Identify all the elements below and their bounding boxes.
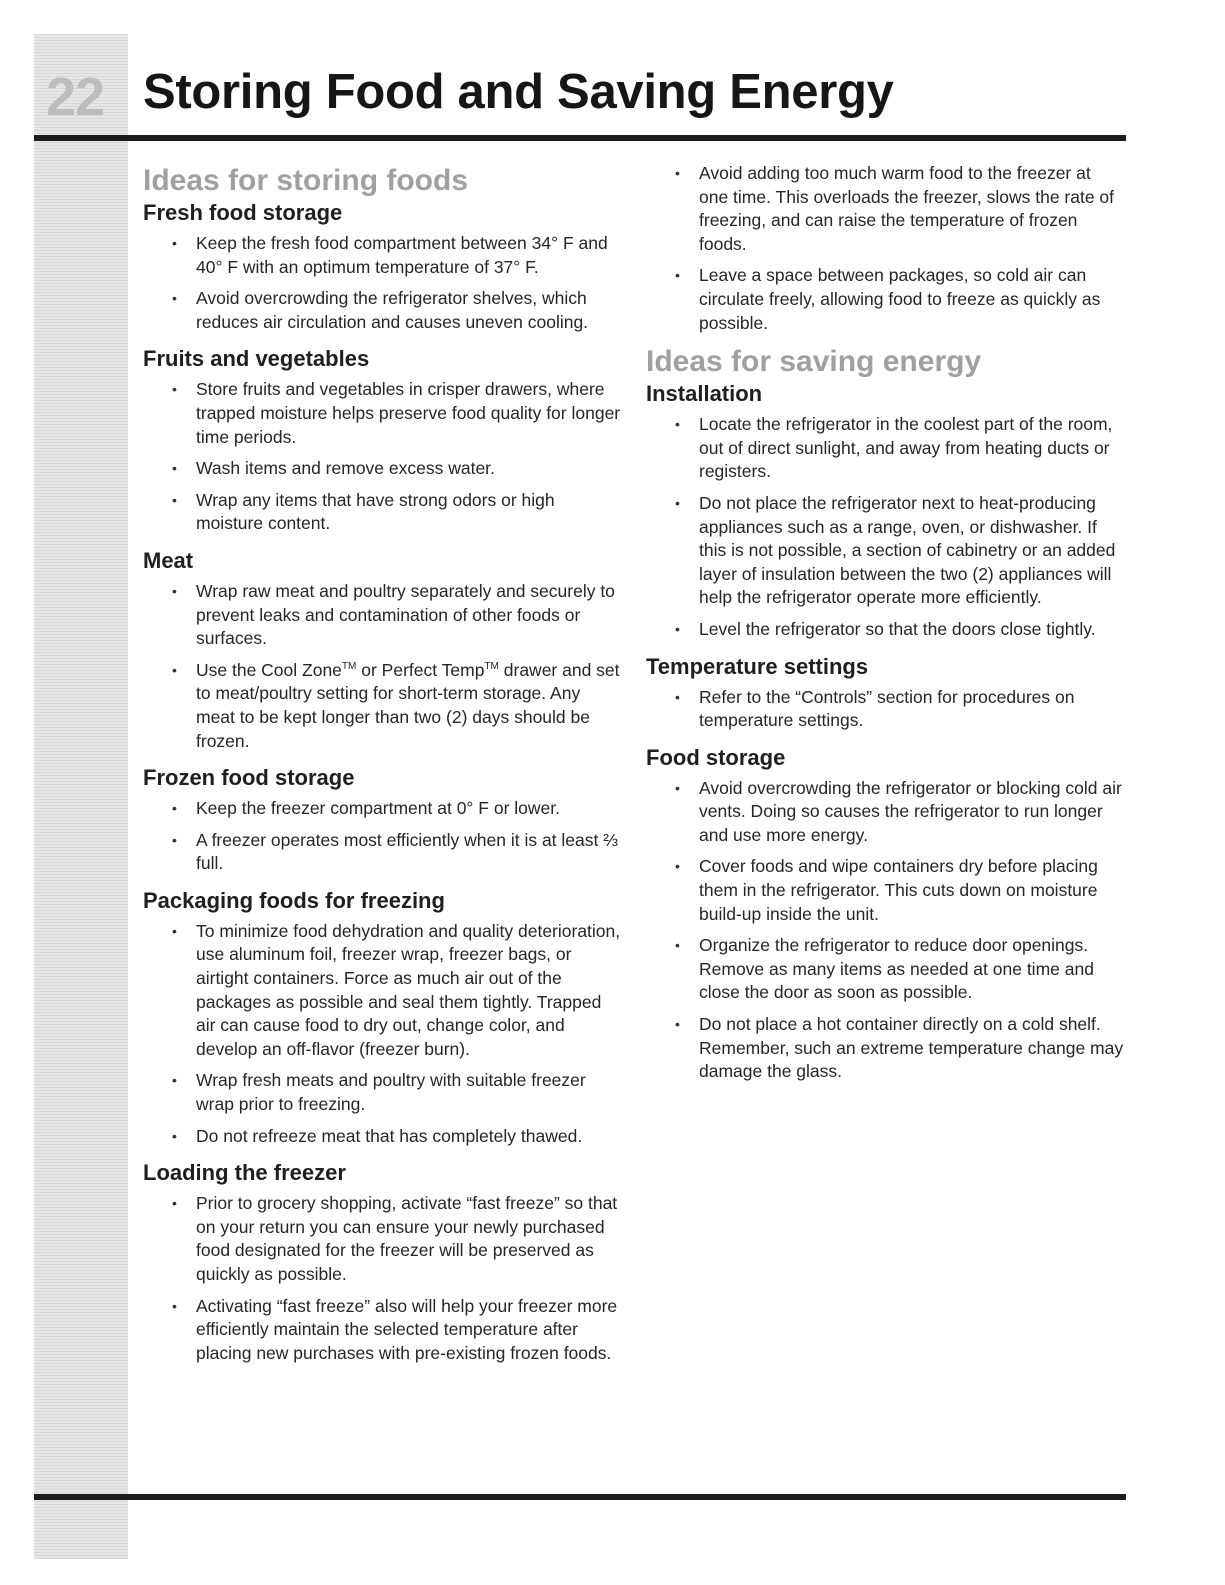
- bullet-icon: •: [675, 937, 680, 954]
- header-rule: [34, 135, 1126, 141]
- list-item: • Level the refrigerator so that the doors close tightly.: [675, 618, 1124, 642]
- list-item: • Activating “fast freeze” also will help your freezer more efficiently maintain the selected temperature after placing new purchases with pre-existing frozen foods.: [172, 1295, 618, 1363]
- page-title: Storing Food and Saving Energy: [143, 65, 894, 119]
- bullet-icon: •: [675, 1016, 680, 1033]
- list-item: • Prior to grocery shopping, activate “fast freeze” so that on your return you can ensure your newly purchased food designated for the freezer will be preserved as quickly as possible.: [172, 1193, 618, 1284]
- heading-temperature-settings: Temperature settings: [646, 653, 869, 679]
- bullet-icon: •: [172, 800, 177, 817]
- bullet-icon: •: [172, 460, 177, 477]
- list-packaging: [143, 920, 621, 1148]
- bullet-icon: •: [675, 620, 680, 637]
- list-fruits-vegetables: [143, 378, 621, 536]
- bullet-icon: •: [675, 858, 680, 875]
- list-item: • Avoid adding too much warm food to the freezer at one time. This overloads the freezer, slows the rate of freezing, and can raise the temperature of frozen foods.: [675, 163, 1115, 254]
- heading-food-storage: Food storage: [646, 744, 786, 770]
- heading-loading-freezer: Loading the freezer: [143, 1160, 346, 1186]
- left-column: [143, 162, 621, 1373]
- bullet-icon: •: [172, 491, 177, 508]
- list-loading-freezer: [143, 1192, 621, 1365]
- bullet-icon: •: [172, 235, 177, 251]
- list-item: • Locate the refrigerator in the coolest part of the room, out of direct sunlight, and away from heating ducts or registers.: [675, 414, 1113, 482]
- list-item: • Avoid overcrowding the refrigerator or blocking cold air vents. Doing so causes the refrigerator to run longer and use more energy.: [675, 777, 1122, 845]
- bullet-icon: •: [172, 1127, 177, 1144]
- bullet-icon: •: [675, 494, 680, 511]
- list-item: • Store fruits and vegetables in crisper drawers, where trapped moisture helps preserve food quality for longer time periods.: [172, 379, 621, 447]
- heading-frozen-food: Frozen food storage: [143, 765, 355, 791]
- list-food-storage: [646, 777, 1124, 1084]
- list-loading-freezer-continued: [646, 162, 1124, 335]
- list-item: • Avoid overcrowding the refrigerator shelves, which reduces air circulation and causes uneven cooling.: [172, 288, 589, 332]
- list-item: • Wrap raw meat and poultry separately and securely to prevent leaks and contamination of other foods or surfaces.: [172, 580, 615, 649]
- bullet-icon: •: [675, 416, 680, 433]
- list-item: • To minimize food dehydration and quality deterioration, use aluminum foil, freezer wrap, freezer bags, or airtight containers. Force as much air out of the packages as possible and seal them tightly. Trapped air can cause food to dry out, change color, and develop an off-flavor (freezer burn).: [172, 920, 621, 1059]
- list-item: • Refer to the “Controls” section for procedures on temperature settings.: [675, 686, 1075, 731]
- list-item: • A freezer operates most efficiently when it is at least ⅔ full.: [172, 829, 618, 874]
- section-title-saving-energy: Ideas for saving energy: [646, 345, 982, 379]
- heading-fruits-vegetables: Fruits and vegetables: [143, 346, 370, 372]
- heading-packaging: Packaging foods for freezing: [143, 887, 445, 913]
- list-meat: [143, 580, 621, 753]
- list-frozen-food: [143, 797, 621, 876]
- bullet-icon: •: [172, 661, 177, 678]
- bullet-icon: •: [675, 165, 680, 181]
- list-item: • Do not place a hot container directly on a cold shelf. Remember, such an extreme temperature change may damage the glass.: [675, 1014, 1124, 1082]
- list-installation: [646, 413, 1124, 641]
- list-item: • Keep the freezer compartment at 0° F or lower.: [172, 797, 621, 821]
- bullet-icon: •: [172, 381, 177, 398]
- bullet-icon: •: [172, 1297, 177, 1314]
- list-item: • Cover foods and wipe containers dry before placing them in the refrigerator. This cuts down on moisture build-up inside the unit.: [675, 856, 1098, 924]
- bullet-icon: •: [172, 922, 177, 939]
- list-item: • Wrap any items that have strong odors or high moisture content.: [172, 489, 555, 534]
- right-column: [646, 162, 1124, 1092]
- bullet-icon: •: [675, 779, 680, 796]
- heading-fresh-food: Fresh food storage: [143, 200, 343, 225]
- trademark-mark: TM: [484, 660, 499, 672]
- list-item: • Wash items and remove excess water.: [172, 457, 621, 481]
- side-strip: [34, 34, 128, 1559]
- bullet-icon: •: [172, 831, 177, 848]
- list-item: • Wrap fresh meats and poultry with suitable freezer wrap prior to freezing.: [172, 1070, 586, 1115]
- heading-meat: Meat: [143, 547, 194, 573]
- section-title-storing: Ideas for storing foods: [143, 164, 469, 197]
- heading-installation: Installation: [646, 381, 763, 407]
- list-item: • Do not place the refrigerator next to heat-producing appliances such as a range, oven, or dishwasher. If this is not possible, a section of cabinetry or an added layer of insulation between the two (2) appliances will help the refrigerator operate more efficiently.: [675, 492, 1116, 608]
- bullet-icon: •: [172, 582, 177, 599]
- list-fresh-food: [143, 232, 621, 334]
- list-item: • Use the Cool Zone™ or Perfect Temp™ drawer and set to meat/poultry setting for short-term storage. Any meat to be kept longer than two (2) days should be frozen.: [172, 659, 620, 751]
- page-number: 22: [46, 67, 105, 127]
- bullet-icon: •: [172, 1072, 177, 1089]
- bullet-icon: •: [172, 290, 177, 307]
- list-temperature-settings: [646, 686, 1124, 733]
- bullet-icon: •: [675, 267, 680, 284]
- bullet-icon: •: [172, 1195, 177, 1212]
- list-item: • Keep the fresh food compartment between 34° F and 40° F with an optimum temperature of 37° F.: [172, 233, 608, 277]
- bullet-icon: •: [675, 688, 680, 705]
- list-item: • Leave a space between packages, so cold air can circulate freely, allowing food to freeze as quickly as possible.: [675, 265, 1101, 333]
- list-item: • Do not refreeze meat that has completely thawed.: [172, 1125, 621, 1149]
- list-item: • Organize the refrigerator to reduce door openings. Remove as many items as needed at one time and close the door as soon as possible.: [675, 935, 1094, 1003]
- footer-rule: [34, 1494, 1126, 1500]
- trademark-mark: TM: [341, 660, 357, 672]
